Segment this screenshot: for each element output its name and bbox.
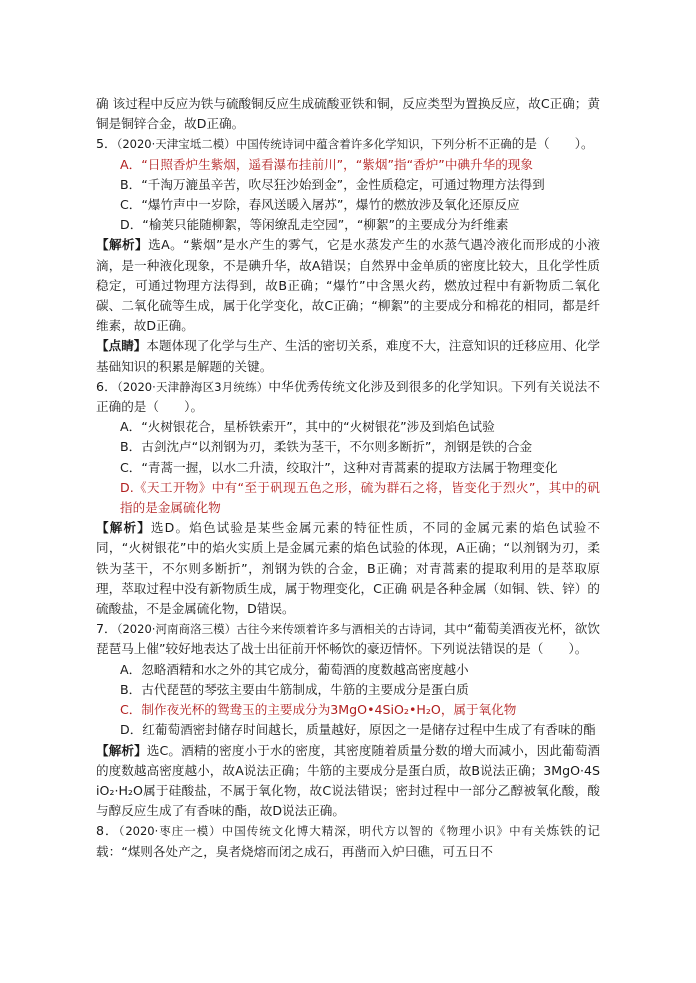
question-6-analysis bbox=[96, 518, 600, 619]
question-6-option-c: C．“青蒿一握，以水二升渍，绞取汁”，这种对青蒿素的提取方法属于物理变化 bbox=[120, 459, 558, 475]
question-number: 7． bbox=[96, 621, 117, 637]
question-7-option-d: D．红葡萄酒密封储存时间越长，质量越好，原因之一是储存过程中生成了有香味的酯 bbox=[120, 722, 596, 738]
question-stem-text: 中华优秀传统文化涉及到很多的化学知识。下列有关说法不正确的是（ ）。 bbox=[96, 378, 600, 415]
question-7-option-c: C．制作夜光杯的鸳鸯玉的主要成分为3MgO•4SiO₂•H₂O，属于氧化物 bbox=[120, 702, 517, 718]
question-7-option-b: B．古代琵琶的琴弦主要由牛筋制成，牛筋的主要成分是蛋白质 bbox=[120, 681, 469, 697]
question-8-stem bbox=[96, 821, 600, 861]
question-5-analysis bbox=[96, 235, 600, 336]
analysis-label: 【解析】 bbox=[96, 742, 147, 758]
question-7-analysis bbox=[96, 741, 600, 822]
analysis-text: 选C。酒精的密度小于水的密度，其密度随着质量分数的增大而减小，因此葡萄酒的度数越高密度越小，故A说法正确；牛筋的主要成分是蛋白质，故B说法正确；3MgO·4SiO₂·H₂O属于硅酸盐，不属于氧化物，故C说法错误；密封过程中一部分乙醇被氧化酸，酸与醇反应生成了有香味的酯，故D说法正确。 bbox=[96, 742, 601, 819]
question-source: （2020·河南商洛三模）古往今来传颂着许多与酒相关的古诗词，其中 bbox=[116, 622, 468, 637]
q4-answer-tail: 确 该过程中反应为铁与硫酸铜反应生成硫酸亚铁和铜，反应类型为置换反应，故C正确；黄铜是铜锌合金，故D正确。 bbox=[96, 96, 600, 132]
question-source: （2020·天津静海区3月统练） bbox=[116, 379, 269, 394]
question-5-stem bbox=[96, 134, 600, 154]
analysis-text: 选A。“紫烟”是水产生的雾气，它是水蒸发产生的水蒸气遇冷液化而形成的小液滴，是一种液化现象，不是碘升华，故A错误；自然界中金单质的密度比较大，且化学性质稳定，可通过物理方法得到，故B正确；“爆竹”中含黑火药，燃放过程中有新物质二氧化碳、二氧化硫等生成，属于化学变化，故C正确；“柳絮”的主要成分和棉花的相同，都是纤维素，故D正确。 bbox=[96, 237, 601, 334]
question-source: （2020·枣庄一模）中国传统文化博大精深，明代方以智的《物理小识》中有关 bbox=[118, 824, 547, 839]
question-7-option-a: A．忽略酒精和水之外的其它成分，葡萄酒的度数越高密度越小 bbox=[120, 661, 469, 677]
question-6-option-d: D.《天工开物》中有“至于矾现五色之形，硫为群石之将，皆变化于烈火”，其中的矾指的是金属硫化物 bbox=[120, 479, 600, 516]
question-stem-text: “葡萄美酒夜光杯，欲饮琵琶马上催”较好地表达了战士出征前开怀畅饮的豪迈情怀。下列说法错误的是（ ）。 bbox=[96, 621, 601, 657]
question-stem-text: 炼铁的记载：“煤则各处产之，臭者烧熔而闭之成石，再凿而入炉曰礁，可五日不 bbox=[96, 823, 601, 859]
question-number: 8． bbox=[96, 823, 119, 839]
question-number: 6． bbox=[96, 378, 117, 394]
question-stem-text: 的是（ ）。 bbox=[511, 136, 594, 152]
question-number: 5． bbox=[96, 136, 117, 152]
question-6-option-a: A．“火树银花合，星桥铁索开”，其中的“火树银花”涉及到焰色试验 bbox=[120, 419, 495, 435]
question-6-stem bbox=[96, 377, 600, 417]
analysis-label: 【解析】 bbox=[96, 237, 149, 253]
question-5-comment bbox=[96, 336, 600, 376]
analysis-text: 选D。焰色试验是某些金属元素的特征性质，不同的金属元素的焰色试验不同，“火树银花”中的焰火实质上是金属元素的焰色试验的体现，A正确；“以剂钢为刃，柔铁为茎干，不尔则多断折”，剂钢为铁的合金，B正确；对青蒿素的提取利用的是萃取原理，萃取过程中没有新物质生成，属于物理变化，C正确 矾是各种金属（如铜、铁、锌）的硫酸盐，不是金属硫化物，D错误。 bbox=[96, 520, 600, 617]
question-5-option-b: B．“千淘万漉虽辛苦，吹尽狂沙始到金”，金性质稳定，可通过物理方法得到 bbox=[120, 176, 545, 192]
question-5-option-a: A．“日照香炉生紫烟，遥看瀑布挂前川”，“紫烟”指“香炉”中碘升华的现象 bbox=[120, 156, 533, 172]
question-7-stem bbox=[96, 619, 600, 659]
question-5-option-d: D．“榆荚只能随柳絮，等闲缭乱走空园”，“柳絮”的主要成分为纤维素 bbox=[120, 217, 509, 233]
comment-label: 【点睛】 bbox=[96, 338, 147, 354]
analysis-label: 【解析】 bbox=[96, 520, 151, 536]
question-6-option-b: B．古剑沈卢“以剂钢为刃，柔铁为茎干，不尔则多断折”，剂钢是铁的合金 bbox=[120, 439, 533, 455]
question-source: （2020·天津宝坻二模）中国传统诗词中蕴含着许多化学知识，下列分析不正确 bbox=[116, 137, 512, 152]
comment-text: 本题体现了化学与生产、生活的密切关系，难度不大，注意知识的迁移应用、化学基础知识的积累是解题的关键。 bbox=[96, 338, 601, 374]
question-5-option-c: C．“爆竹声中一岁除，春风送暖入屠苏”，爆竹的燃放涉及氧化还原反应 bbox=[120, 197, 520, 213]
